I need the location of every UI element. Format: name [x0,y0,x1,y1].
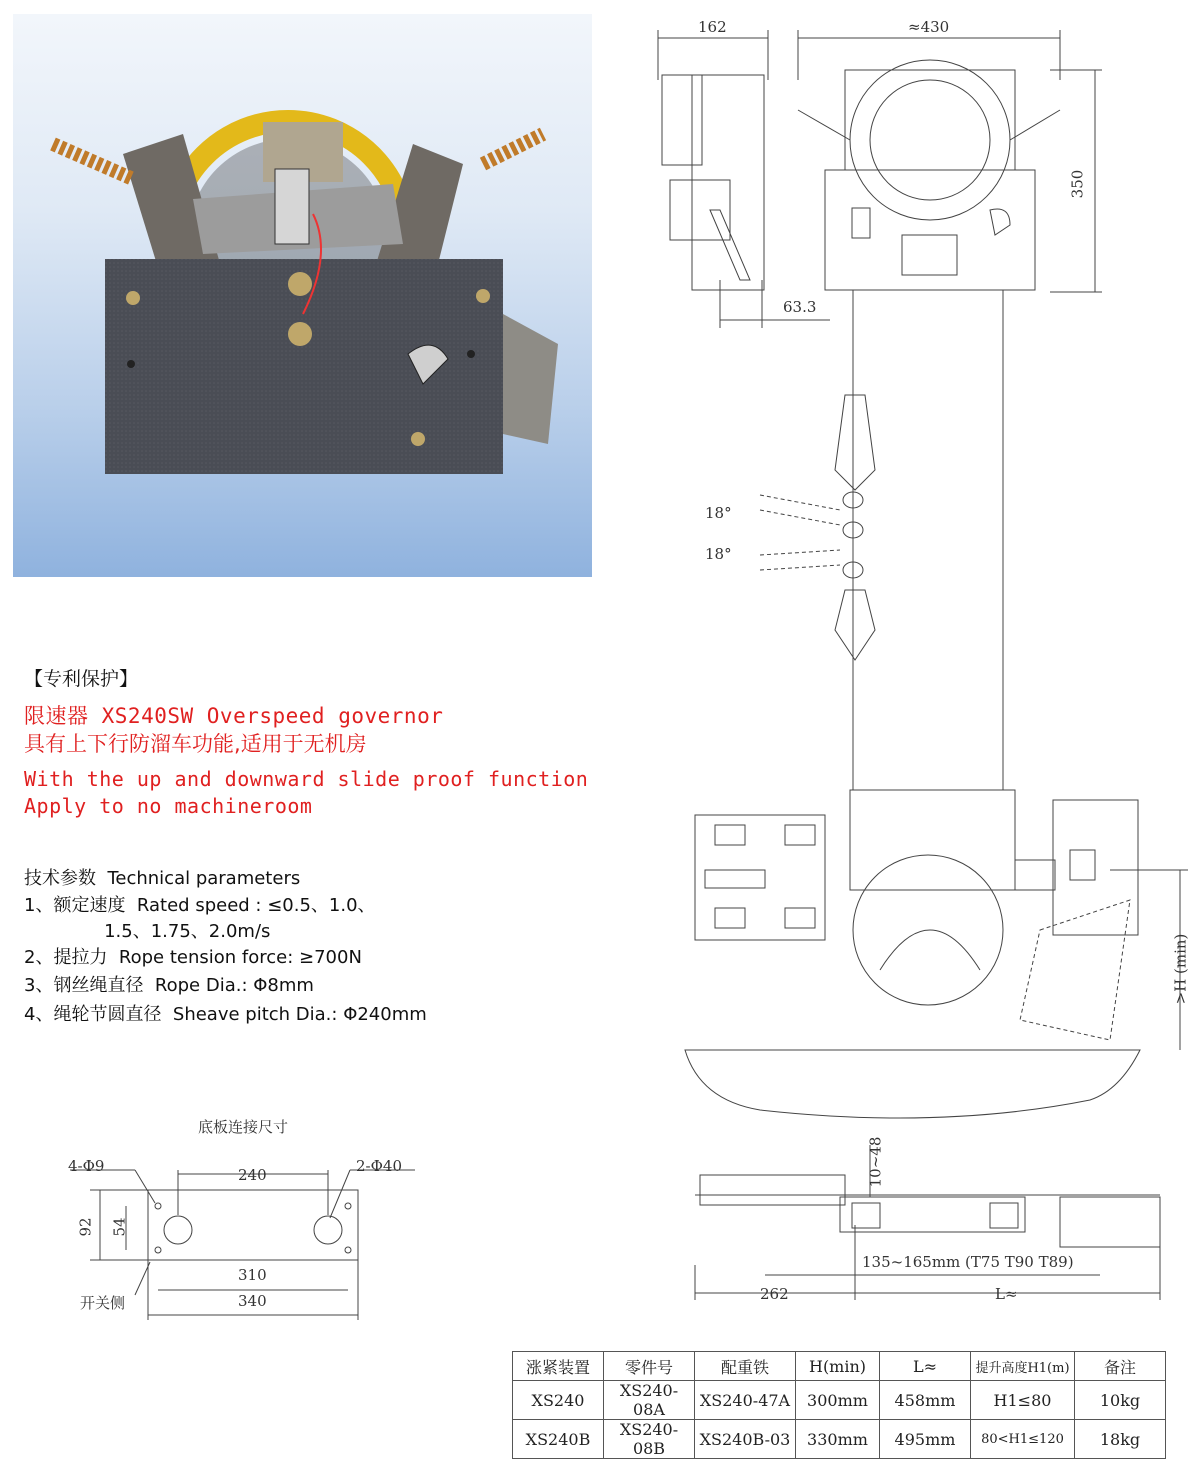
table-cell: 330mm [796,1420,880,1459]
dim-holes-small: 4-Φ9 [68,1157,105,1175]
product-title: 限速器 XS240SW Overspeed governor [24,704,444,728]
table-cell: XS240-47A [695,1381,796,1420]
feature-cn: 具有上下行防溜车功能,适用于无机房 [24,732,367,756]
dim-54: 54 [110,1217,129,1237]
model-table [512,1351,1166,1459]
dim-h-min: >H (min) [1171,933,1190,1005]
table-cell: 18kg [1075,1420,1166,1459]
dim-262: 262 [760,1285,789,1303]
table-cell: H1≤80 [971,1381,1075,1420]
table-header: H(min) [796,1352,880,1381]
feature-en-2: Apply to no machineroom [24,794,313,818]
main-technical-drawing [640,10,1200,1130]
table-cell: XS240 [513,1381,604,1420]
dim-10-48: 10~48 [866,1136,885,1188]
table-cell: 80<H1≤120 [971,1420,1075,1459]
table-cell: XS240-08B [604,1420,695,1459]
table-cell: XS240B-03 [695,1420,796,1459]
dim-holes-large: 2-Φ40 [356,1157,402,1175]
table-header: 零件号 [604,1352,695,1381]
dim-L: L≈ [995,1285,1018,1303]
table-row [513,1381,1166,1420]
table-header: 备注 [1075,1352,1166,1381]
dim-63: 63.3 [783,298,817,316]
dim-310: 310 [238,1266,267,1284]
angle-top: 18° [705,504,732,522]
table-row [513,1420,1166,1459]
product-photo [13,14,592,577]
table-cell: 495mm [880,1420,971,1459]
feature-en-1: With the up and downward slide proof function [24,767,589,791]
table-cell: 300mm [796,1381,880,1420]
dim-350: 350 [1068,169,1087,199]
table-header: 涨紧装置 [513,1352,604,1381]
table-cell: 458mm [880,1381,971,1420]
table-cell: 10kg [1075,1381,1166,1420]
angle-bottom: 18° [705,545,732,563]
dim-92: 92 [76,1217,95,1237]
dim-range: 135~165mm (T75 T90 T89) [862,1253,1074,1271]
dim-340: 340 [238,1292,267,1310]
dim-240: 240 [238,1166,267,1184]
spec-item: 1、额定速度 Rated speed : ≤0.5、1.0、 [24,895,376,916]
spec-item: 3、钢丝绳直径 Rope Dia.: Φ8mm [24,975,314,996]
table-header: 提升高度H1(m) [971,1352,1075,1381]
table-header-row [513,1352,1166,1381]
table-cell: XS240-08A [604,1381,695,1420]
bottom-technical-drawing [680,1125,1180,1325]
table-header: 配重铁 [695,1352,796,1381]
dim-162: 162 [698,18,727,36]
base-plate-drawing [40,1110,480,1330]
patent-label: 【专利保护】 [24,668,139,690]
spec-item: 1.5、1.75、2.0m/s [24,921,271,942]
switch-side-label: 开关侧 [80,1294,126,1312]
table-cell: XS240B [513,1420,604,1459]
dim-430: ≈430 [908,18,950,36]
spec-item: 2、提拉力 Rope tension force: ≥700N [24,947,362,968]
base-plate-title: 底板连接尺寸 [198,1118,289,1136]
table-header: L≈ [880,1352,971,1381]
specs-heading: 技术参数 Technical parameters [24,868,301,889]
spec-item: 4、绳轮节圆直径 Sheave pitch Dia.: Φ240mm [24,1004,427,1025]
